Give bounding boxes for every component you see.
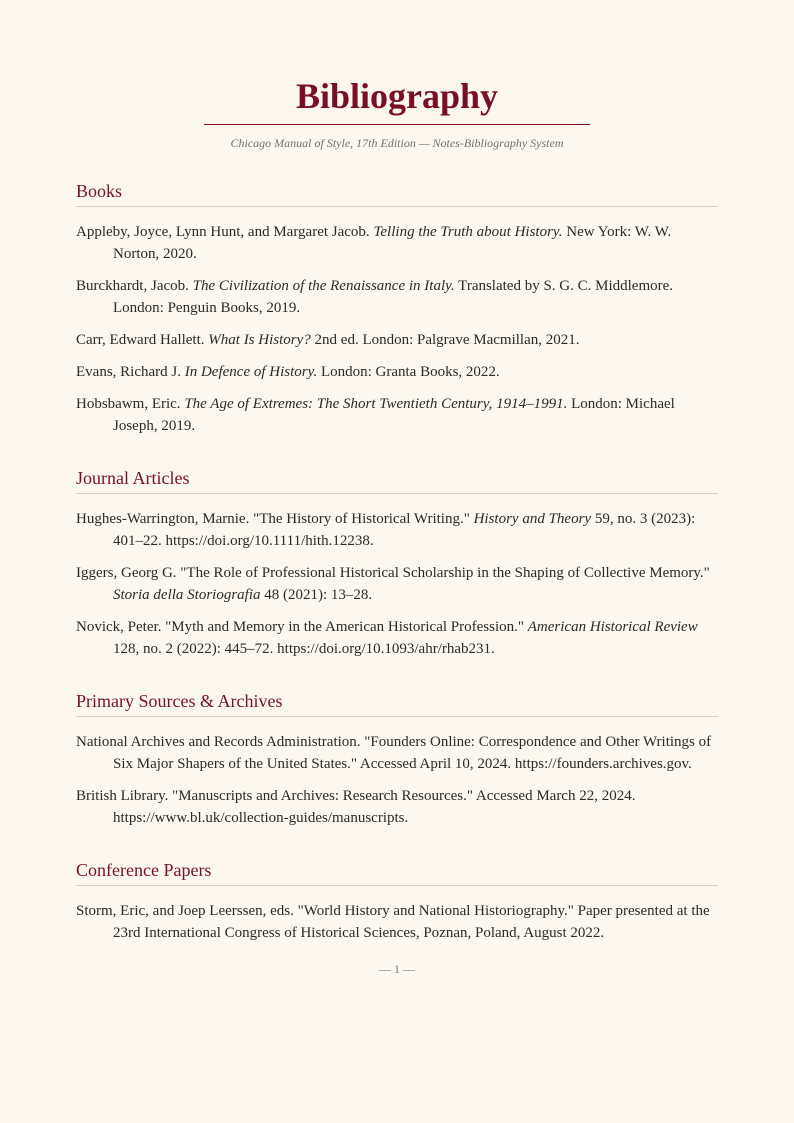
- entry-publication-part: 59, no. 3 (2023): 401–22. https://doi.org/10.1111/hith.12238.: [113, 511, 696, 549]
- section-heading: Books: [76, 180, 718, 207]
- bibliography-entry: [76, 562, 718, 606]
- bibliography-entry: [76, 616, 718, 660]
- page-title: Bibliography: [295, 76, 499, 116]
- entry-title: Telling the Truth about History.: [373, 224, 563, 240]
- entry-publication-part: New York: W. W. Norton, 2020.: [113, 224, 672, 262]
- entry-title: The Civilization of the Renaissance in Italy.: [192, 278, 455, 294]
- entry-title: In Defence of History.: [184, 364, 318, 380]
- entry-publication-part: 2nd ed. London: Palgrave Macmillan, 2021.: [310, 332, 580, 348]
- page-number: — 1 —: [379, 962, 415, 976]
- entry-publication-part: London: Granta Books, 2022.: [317, 364, 500, 380]
- entry-list: [76, 508, 718, 660]
- entry-author-part: Hobsbawm, Eric.: [76, 396, 185, 412]
- entry-publication-part: 48 (2021): 13–28.: [260, 587, 373, 603]
- entry-title: The Age of Extremes: The Short Twentieth Century, 1914–1991.: [184, 396, 568, 412]
- entry-title: History and Theory: [473, 511, 592, 527]
- section-heading: Journal Articles: [76, 467, 718, 494]
- bibliography-entry: [76, 508, 718, 552]
- entry-author-part: Novick, Peter. "Myth and Memory in the American Historical Profession.": [76, 619, 528, 635]
- entry-author-part: Burckhardt, Jacob.: [76, 278, 193, 294]
- entry-title: American Historical Review: [527, 619, 698, 635]
- entry-list: [76, 731, 718, 829]
- bibliography-entry: [76, 393, 718, 437]
- section-heading: Conference Papers: [76, 859, 718, 886]
- section-heading: Primary Sources & Archives: [76, 690, 718, 717]
- section-conference-papers: [76, 859, 718, 944]
- bibliography-entry: [76, 329, 718, 351]
- entry-publication-part: Translated by S. G. C. Middlemore. London: Penguin Books, 2019.: [113, 278, 674, 316]
- entry-author-part: British Library. "Manuscripts and Archives: Research Resources." Accessed March 22, 2024. https://www.bl.uk/collection-guides/manuscripts.: [76, 788, 636, 826]
- entry-author-part: Evans, Richard J.: [76, 364, 185, 380]
- section-books: [76, 180, 718, 437]
- bibliography-entry: [76, 785, 718, 829]
- entry-title: What Is History?: [208, 332, 311, 348]
- entry-author-part: Iggers, Georg G. "The Role of Professional Historical Scholarship in the Shaping of Collective Memory.": [76, 565, 710, 581]
- title-divider: [204, 124, 590, 125]
- bibliography-entry: [76, 900, 718, 944]
- entry-list: [76, 221, 718, 437]
- bibliography-entry: [76, 221, 718, 265]
- entry-author-part: Appleby, Joyce, Lynn Hunt, and Margaret Jacob.: [76, 224, 374, 240]
- section-primary-sources-archives: [76, 690, 718, 829]
- section-journal-articles: [76, 467, 718, 660]
- entry-publication-part: London: Michael Joseph, 2019.: [113, 396, 675, 434]
- entry-author-part: Storm, Eric, and Joep Leerssen, eds. "World History and National Historiography." Paper presented at the 23rd International Congress of Historical Sciences, Poznan, Poland, August 2022.: [76, 903, 710, 941]
- entry-author-part: Carr, Edward Hallett.: [76, 332, 209, 348]
- page-subtitle: Chicago Manual of Style, 17th Edition — Notes-Bibliography System: [230, 136, 564, 150]
- bibliography-entry: [76, 275, 718, 319]
- sections-container: [76, 180, 718, 944]
- entry-publication-part: 128, no. 2 (2022): 445–72. https://doi.org/10.1093/ahr/rhab231.: [113, 641, 495, 657]
- bibliography-entry: [76, 731, 718, 775]
- entry-author-part: Hughes-Warrington, Marnie. "The History of Historical Writing.": [76, 511, 474, 527]
- entry-list: [76, 900, 718, 944]
- entry-author-part: National Archives and Records Administration. "Founders Online: Correspondence and Other Writings of Six Major Shapers of the United States." Accessed April 10, 2024. https://founders.archives.gov.: [76, 734, 712, 772]
- bibliography-entry: [76, 361, 718, 383]
- entry-title: Storia della Storiografia: [113, 587, 261, 603]
